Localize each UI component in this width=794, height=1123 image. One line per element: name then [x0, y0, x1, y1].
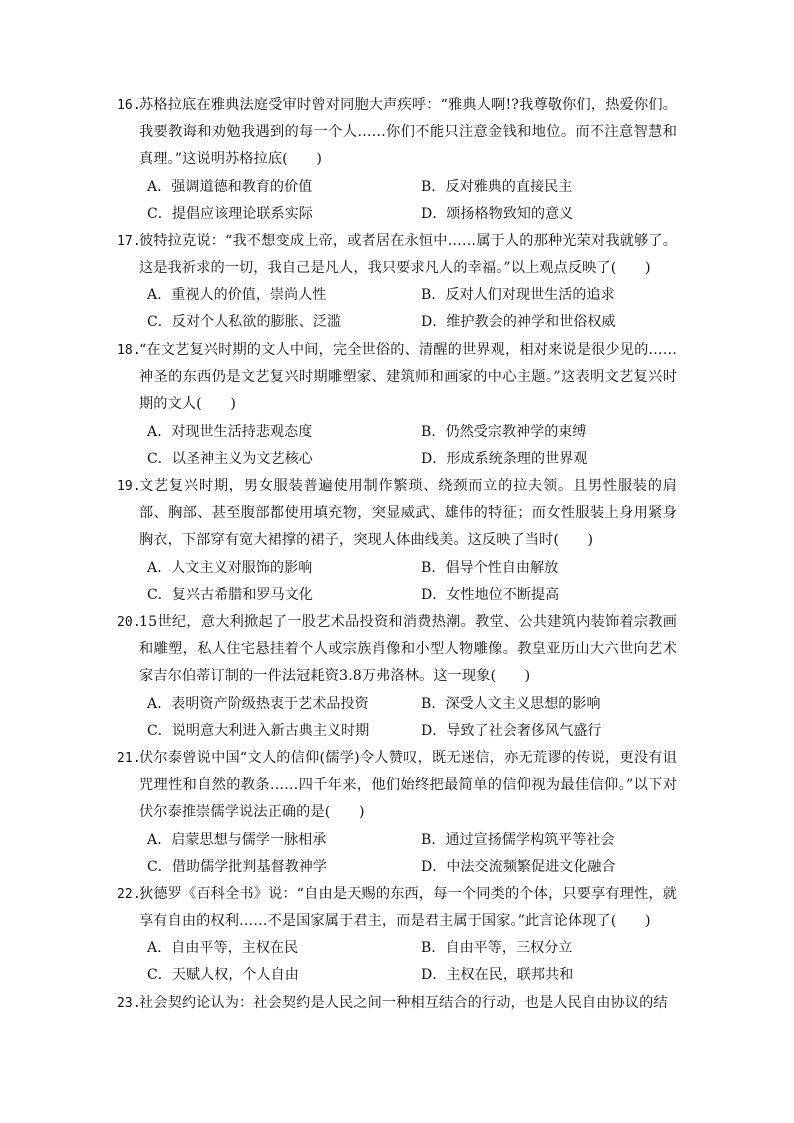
- option-a[interactable]: A．人文主义对服饰的影响: [147, 559, 313, 576]
- question-stem: [117, 881, 677, 935]
- question-stem: [117, 228, 677, 282]
- question-22: [117, 881, 677, 989]
- option-b[interactable]: B．反对人们对现世生活的追求: [421, 287, 615, 304]
- option-d[interactable]: D．维护教会的神学和世俗权威: [421, 314, 616, 331]
- question-text: 社会契约论认为：社会契约是人民之间一种相互结合的行动，也是人民自由协议的结: [139, 995, 668, 1011]
- option-b[interactable]: B．深受人文主义思想的影响: [421, 695, 601, 712]
- question-text: 伏尔泰曾说中国“文人的信仰(儒学)令人赞叹，既无迷信，亦无荒谬的传说，更没有诅咒理性和自然的教条……四千年来，他们始终把最简单的信仰视为最佳信仰。”以下对伏尔泰推崇儒学说法正确的是( ): [139, 750, 677, 821]
- question-17: [117, 228, 677, 336]
- question-number: 23.: [117, 996, 141, 1011]
- question-stem: [117, 990, 677, 1017]
- option-d[interactable]: D．女性地位不断提高: [421, 586, 560, 603]
- option-a[interactable]: A．对现世生活持悲观态度: [147, 423, 313, 440]
- option-b[interactable]: B．仍然受宗教神学的束缚: [421, 423, 587, 440]
- option-d[interactable]: D．主权在民，联邦共和: [421, 967, 574, 984]
- option-b[interactable]: B．自由平等，三权分立: [421, 940, 573, 957]
- option-c[interactable]: C．提倡应该理论联系实际: [147, 205, 313, 222]
- question-number: 17.: [117, 234, 141, 249]
- option-d[interactable]: D．形成系统条理的世界观: [421, 450, 588, 467]
- answer-options: [117, 174, 677, 228]
- option-a[interactable]: A．重视人的价值，崇尚人性: [147, 287, 327, 304]
- question-number: 16.: [117, 98, 141, 113]
- answer-options: [117, 691, 677, 745]
- question-16: [117, 92, 677, 228]
- answer-options: [117, 935, 677, 989]
- question-text: 文艺复兴时期，男女服装普遍使用制作繁琐、绕颈而立的拉夫领。且男性服装的肩部、胸部、甚至腹部都使用填充物，突显威武、雄伟的特征；而女性服装上身用紧身胸衣，下部穿有宽大裙撑的裙子，突现人体曲线美。这反映了当时( ): [139, 478, 677, 549]
- question-20: [117, 609, 677, 745]
- question-number: 22.: [117, 887, 141, 902]
- question-text: “在文艺复兴时期的文人中间，完全世俗的、清醒的世界观，相对来说是很少见的……神圣的东西仍是文艺复兴时期雕塑家、建筑师和画家的中心主题。”这表明文艺复兴时期的文人( ): [139, 342, 677, 413]
- option-c[interactable]: C．反对个人私欲的膨胀、泛滥: [147, 314, 342, 331]
- option-c[interactable]: C．复兴古希腊和罗马文化: [147, 586, 313, 603]
- question-stem: [117, 473, 677, 555]
- option-a[interactable]: A．自由平等，主权在民: [147, 940, 299, 957]
- answer-options: [117, 827, 677, 881]
- option-c[interactable]: C．借助儒学批判基督教神学: [147, 858, 328, 875]
- option-a[interactable]: A．表明资产阶级热衷于艺术品投资: [147, 695, 369, 712]
- answer-options: [117, 555, 677, 609]
- option-d[interactable]: D．颂扬格物致知的意义: [421, 205, 574, 222]
- question-text: 苏格拉底在雅典法庭受审时曾对同胞大声疾呼：“雅典人啊!?我尊敬你们，热爱你们。我要教诲和劝勉我遇到的每一个人……你们不能只注意金钱和地位。而不注意智慧和真理。”这说明苏格拉底( ): [139, 97, 677, 168]
- question-text: 15世纪，意大利掀起了一股艺术品投资和消费热潮。教堂、公共建筑内装饰着宗教画和雕塑，私人住宅悬挂着个人或宗族肖像和小型人物雕像。教皇亚历山大六世向艺术家吉尔伯蒂订制的一件法冠耗资3.8万弗洛林。这一现象( ): [139, 614, 677, 685]
- answer-options: [117, 419, 677, 473]
- option-c[interactable]: C．说明意大利进入新古典主义时期: [147, 722, 370, 739]
- answer-options: [117, 282, 677, 336]
- question-number: 20.: [117, 615, 141, 630]
- option-c[interactable]: C．天赋人权，个人自由: [147, 967, 299, 984]
- question-number: 18.: [117, 343, 141, 358]
- question-stem: [117, 609, 677, 691]
- question-number: 19.: [117, 479, 141, 494]
- question-text: 狄德罗《百科全书》说：“自由是天赐的东西，每一个同类的个体，只要享有理性，就享有自由的权利……不是国家属于君主，而是君主属于国家。”此言论体现了( ): [139, 886, 677, 930]
- option-a[interactable]: A．强调道德和教育的价值: [147, 178, 313, 195]
- question-stem: [117, 745, 677, 827]
- question-number: 21.: [117, 751, 141, 766]
- question-19: [117, 473, 677, 609]
- option-a[interactable]: A．启蒙思想与儒学一脉相承: [147, 831, 327, 848]
- question-stem: [117, 92, 677, 174]
- question-21: [117, 745, 677, 881]
- question-23: [117, 990, 677, 1017]
- option-d[interactable]: D．中法交流频繁促进文化融合: [421, 858, 616, 875]
- question-18: [117, 337, 677, 473]
- option-b[interactable]: B．反对雅典的直接民主: [421, 178, 573, 195]
- option-b[interactable]: B．通过宣扬儒学构筑平等社会: [421, 831, 615, 848]
- option-c[interactable]: C．以圣神主义为文艺核心: [147, 450, 313, 467]
- option-b[interactable]: B．倡导个性自由解放: [421, 559, 559, 576]
- question-text: 彼特拉克说：“我不想变成上帝，或者居在永恒中……属于人的那种光荣对我就够了。这是我祈求的一切，我自己是凡人，我只要求凡人的幸福。”以上观点反映了( ): [139, 233, 677, 277]
- option-d[interactable]: D．导致了社会奢侈风气盛行: [421, 722, 602, 739]
- question-stem: [117, 337, 677, 419]
